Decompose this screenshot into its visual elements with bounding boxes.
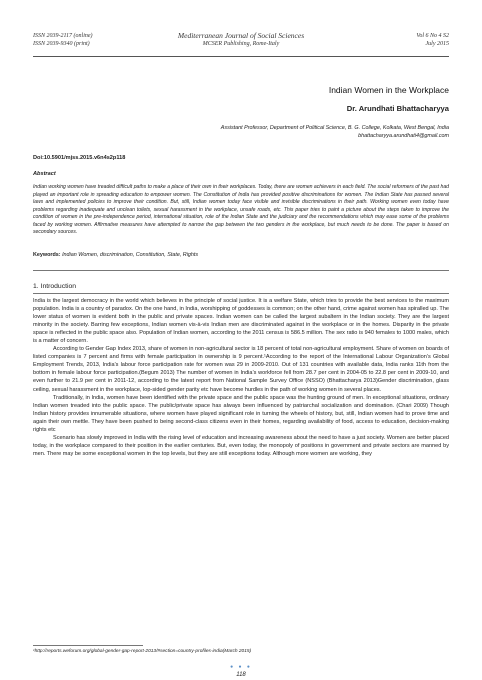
affiliation-line: Assistant Professor, Department of Political Science, B. G. College, Kolkata, West Bengal, India <box>220 125 449 131</box>
issn-print: ISSN 2039-9340 (print) <box>33 41 90 47</box>
author-email: bhattacharyya.arundhati4@gmail.com <box>358 133 449 139</box>
paragraph-1: India is the largest democracy in the world which believes in the principle of social justice. It is a welfare State, which tries to provide the best services to the maximum population. India is a country of paradox. On the one hand, in India, worshipping of goddesses is common; on the other hand, crime against women has spiralled up. The lower status of women is evident both in the public and private spaces. Indian women can be called the largest subaltern in the Indian society. They are the largest minority in the society. Barring few exceptions, Indian women vis-à-vis Indian men are discriminated against in the workplace or in the homes. Disparity in the private space is reflected in the public space also. Population of Indian women, according to the 2011 census is 586.5 million. The sex ratio is 940 females to 1000 males, which is a matter of concern. <box>33 298 449 345</box>
paragraph-2: According to Gender Gap Index 2013, share of women in non-agricultural sector is 18 percent of total non-agricultural employment. Share of women on boards of listed companies is 7 percent and firms with female participation in ownership is 9 percent.¹According to the report of the International Labour Organization’s Global Employment Trends, 2013, India’s labour force participation rate for women was 29 in 2009-2010. Out of 131 countries with available data, India ranks 11th from the bottom in female labour force participation.(Begum 2013) The number of women in India’s workforce fell from 28.7 per cent in 2004-05 to 22.8 per cent in 2009-10, and even further to 21.9 per cent in 2011-12, according to the latest report from National Sample Survey Office (NSSO) (Bhattacharya 2013)Gender discrimination, glass ceiling, sexual harassment in the workplace, lop-sided gender parity etc have become hurdles in the path of working women in several places. <box>33 346 449 393</box>
page-number: 118 <box>236 672 246 678</box>
keywords-text: Indian Women, discrimination, Constitution, State, Rights <box>62 252 199 258</box>
abstract-heading: Abstract <box>33 171 56 177</box>
keywords <box>33 252 449 258</box>
volume-issue: Vol 6 No 4 S2 <box>416 33 449 39</box>
paragraph-3: Traditionally, in India, women have been identified with the private space and the public space was the hunting ground of men. In exceptional situations, ordinary Indian women treaded into the public space. The public/private space has always been influenced by patriarchal socialization and domination. (Chari 2009) Though Indian history provides innumerable situations, where women have played significant role in turning the wheels of history, but, still, Indian women had to prove time and again their own mettle. They have been pushed to being second-class citizens even in their homes, regarding availability of food, access to education, decision-making rights etc <box>33 394 449 433</box>
abstract-text: Indian working women have treaded difficult paths to make a place of their own in their workplaces. Today, there are women achievers in each field. The social reformers of the past had played an important role in spreading education to empower women. The Constitution of India has provided positive discriminations for women. The Indian State has passed several laws and implemented policies to improve their condition. But, still, Indian women today face visible and invisible discriminations in their path. Working women even today have problems regarding inadequate and unclean toilets, sexual harassment in the workplace, unsafe roads, etc. This paper tries to paint a picture about the steps taken to improve the condition of women in the pre-independence period, international situation, role of the Indian State and the judiciary and the recommendations which may ease some of the problems faced by working women. Affirmative measures have attempted to narrow the gap between the two genders in the workplace, but much needs to be done. The paper is based on secondary sources. <box>33 184 449 236</box>
journal-name: Mediterranean Journal of Social Sciences <box>177 31 305 40</box>
doi: Doi:10.5901/mjss.2015.v6n4s2p118 <box>33 155 126 161</box>
footnote: ¹http://reports.weforum.org/global-gender-gap-report-2013/#section=country-profiles-india(March 2015) <box>33 649 252 654</box>
publisher: MCSER Publishing, Rome-Italy <box>202 41 280 47</box>
footnote-divider <box>33 645 143 646</box>
divider-top <box>33 270 449 271</box>
volume-block <box>416 32 449 48</box>
article-title: Indian Women in the Workplace <box>328 85 449 95</box>
section-heading: 1. Introduction <box>33 283 77 290</box>
paragraph-4: Scenario has slowly improved in India with the rising level of education and increasing awareness about the need to have a just society. Women are better placed today, in the workplace compared to their position in the earlier centuries. But, even today, the monopoly of positions in government and private sectors are manned by men. There may be some exceptional women in the top levels, but they are still exceptions today. Although more women are working, they <box>33 434 449 457</box>
issn-online: ISSN 2039-2117 (online) <box>33 33 93 39</box>
divider-bottom <box>33 293 449 294</box>
author-name: Dr. Arundhati Bhattacharyya <box>346 104 449 113</box>
author-affiliation <box>89 124 449 140</box>
issue-date: July 2015 <box>425 41 449 47</box>
footer-dots: ● ● ● <box>230 664 252 670</box>
running-header <box>33 30 449 57</box>
section-body <box>33 297 449 458</box>
journal-block <box>33 32 449 48</box>
keywords-label: Keywords: <box>33 252 61 258</box>
